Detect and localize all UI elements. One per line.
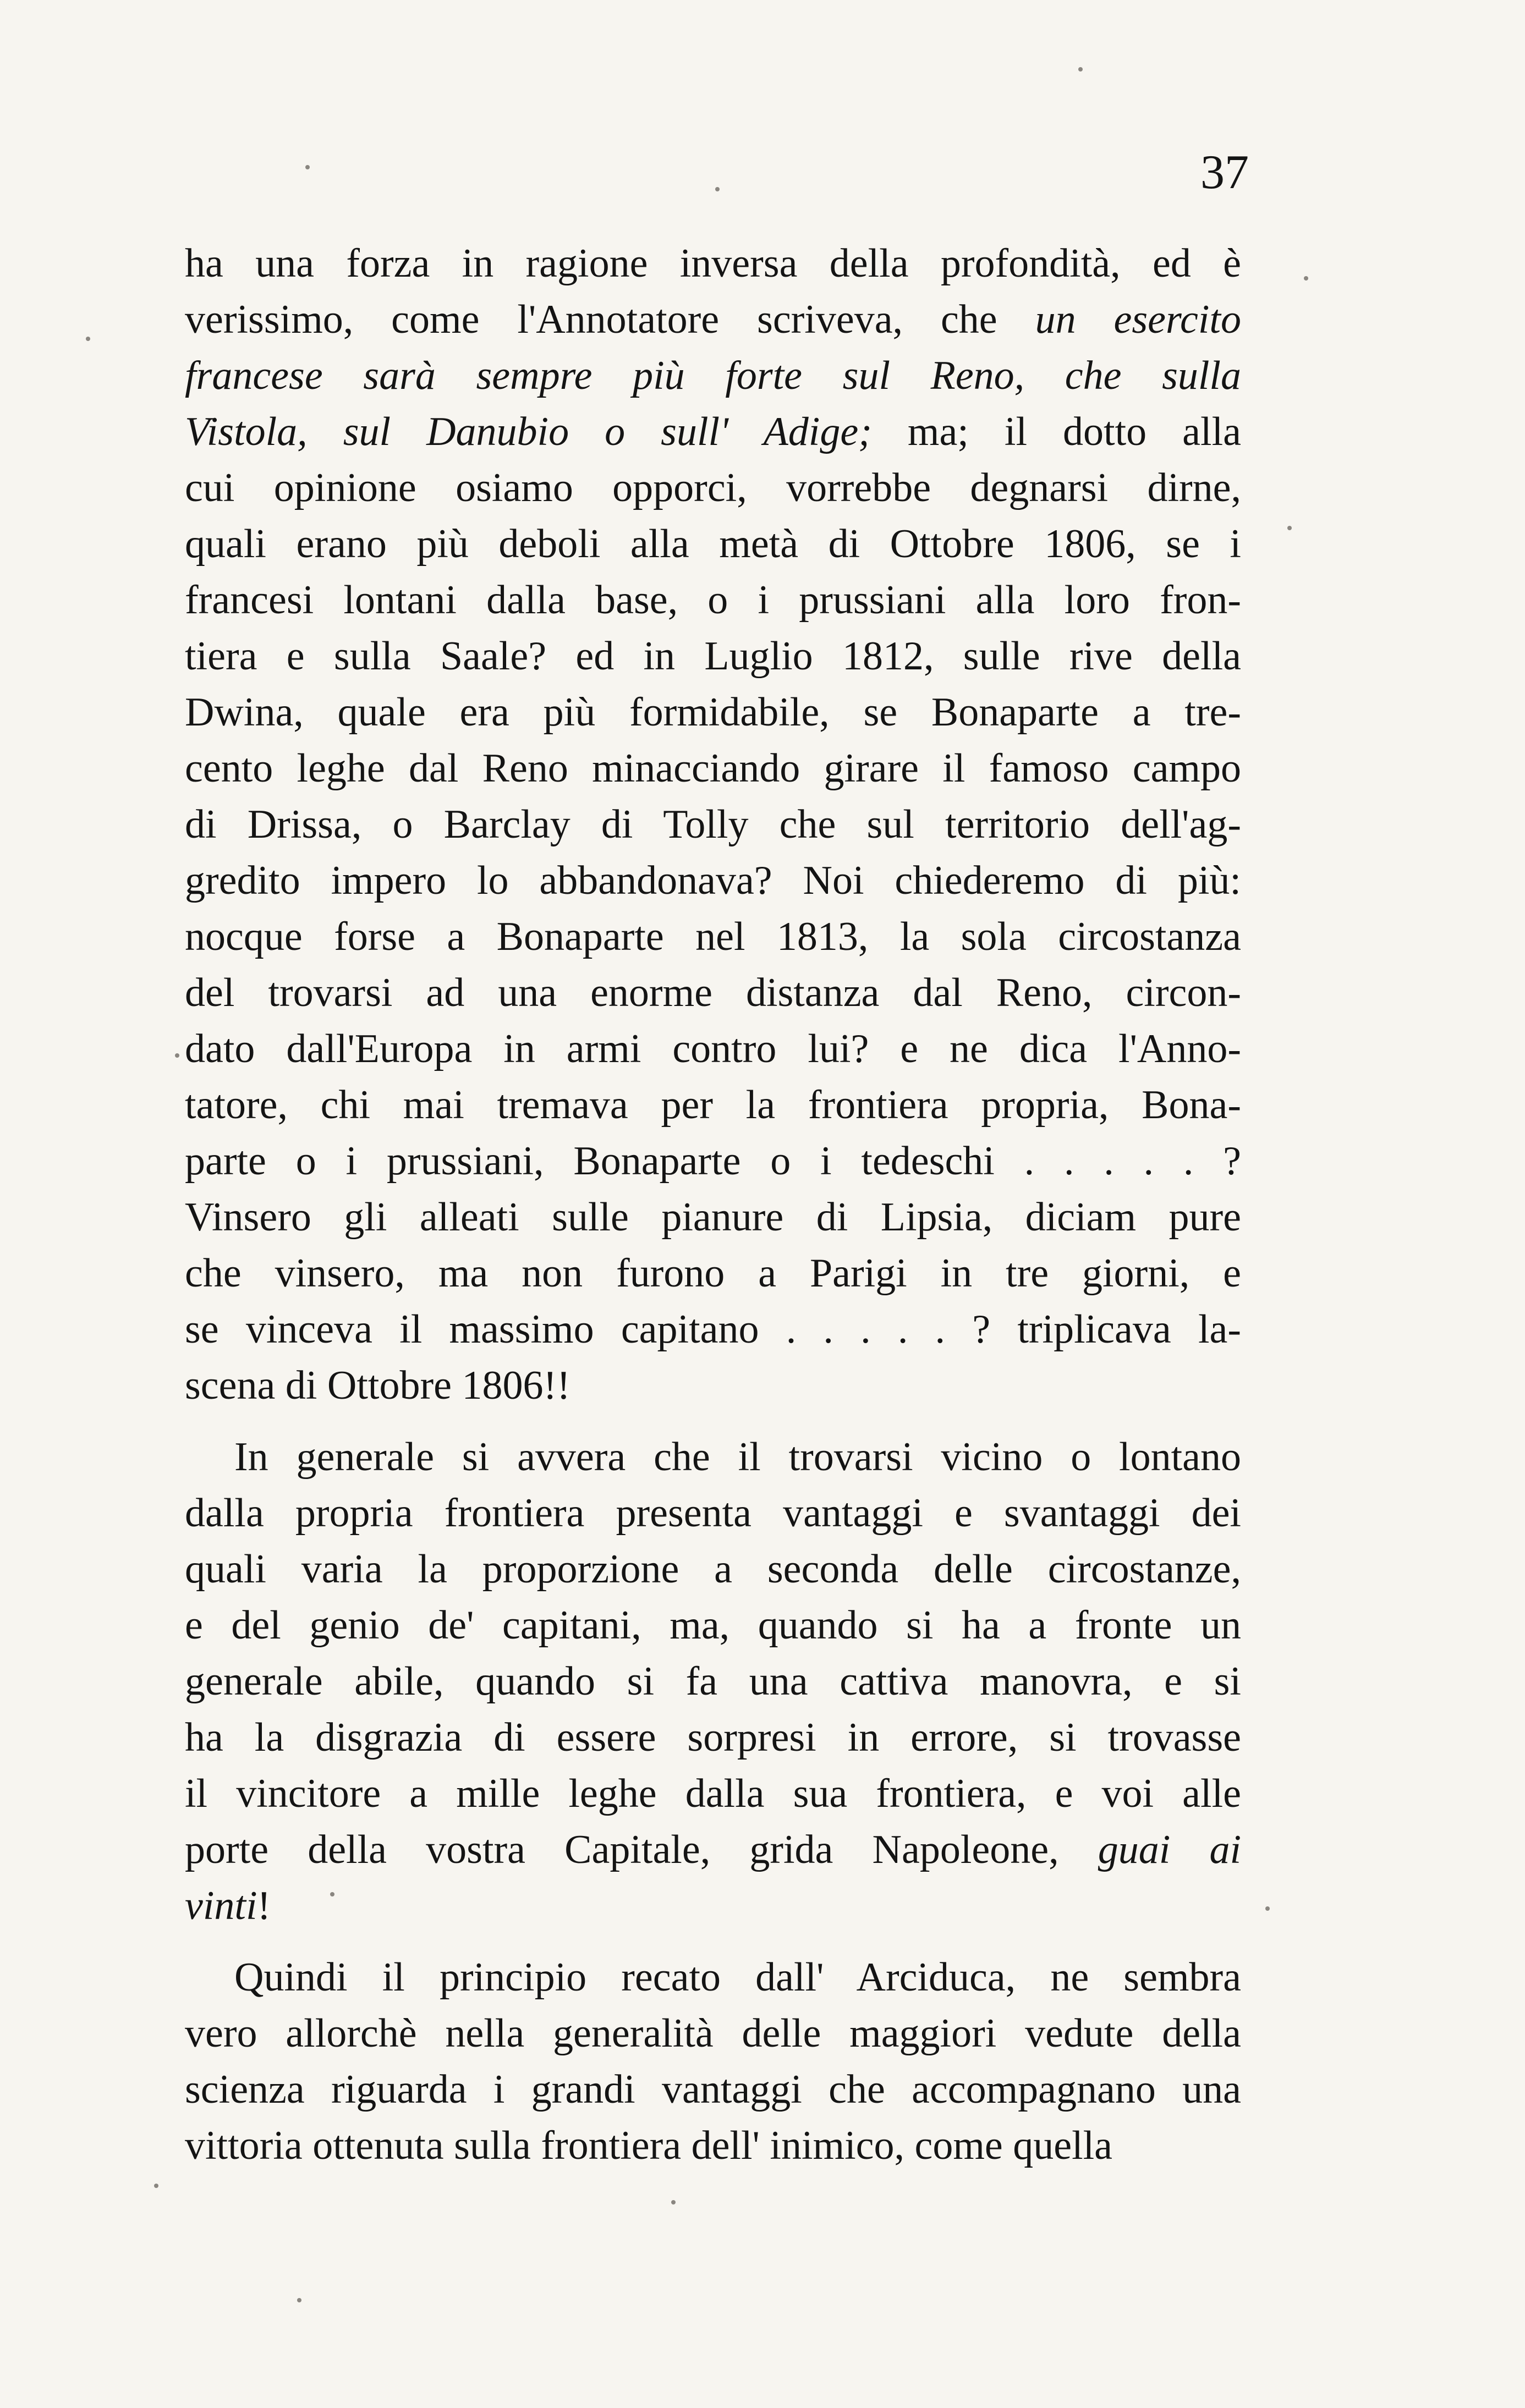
page-number: 37 <box>1200 146 1249 199</box>
text-line <box>185 740 1241 796</box>
text-line <box>185 2005 1241 2061</box>
text-line <box>185 292 1241 348</box>
text-segment: di Drissa, o Barclay di Tolly che sul territorio dell'ag- <box>185 802 1241 847</box>
text-segment: parte o i prussiani, Bonaparte o i tedeschi . . . . . ? <box>185 1139 1241 1184</box>
text-line <box>185 684 1241 740</box>
text-line <box>185 1822 1241 1878</box>
text-line <box>185 796 1241 853</box>
text-line <box>185 1021 1241 1077</box>
paragraph-gap <box>185 1934 1241 1949</box>
text-segment: cui opinione osiamo opporci, vorrebbe degnarsi dirne, <box>185 465 1241 510</box>
paragraph-gap <box>185 1414 1241 1429</box>
text-line <box>185 1597 1241 1653</box>
italic-segment: francese sarà sempre più forte sul Reno, che sulla <box>185 353 1241 398</box>
text-line <box>185 1766 1241 1822</box>
text-segment: In generale si avvera che il trovarsi vicino o lontano <box>234 1434 1241 1480</box>
text-segment: vittoria ottenuta sulla frontiera dell' inimico, come quella <box>185 2123 1113 2168</box>
text-segment: porte della vostra Capitale, grida Napoleone, <box>185 1827 1098 1872</box>
text-segment: scienza riguarda i grandi vantaggi che accompagnano una <box>185 2067 1241 2112</box>
text-line <box>185 1357 1241 1414</box>
text-line <box>185 572 1241 628</box>
italic-segment: un esercito <box>1035 297 1241 342</box>
text-line <box>185 1878 1241 1934</box>
italic-segment: vinti <box>185 1883 257 1928</box>
text-segment: Vinsero gli alleati sulle pianure di Lipsia, diciam pure <box>185 1195 1241 1240</box>
text-segment: Dwina, quale era più formidabile, se Bonaparte a tre- <box>185 690 1241 735</box>
text-line <box>185 348 1241 404</box>
text-line <box>185 1709 1241 1766</box>
body-text <box>185 235 1241 2174</box>
text-segment: dalla propria frontiera presenta vantaggi e svantaggi dei <box>185 1491 1241 1536</box>
text-segment: tiera e sulla Saale? ed in Luglio 1812, sulle rive della <box>185 634 1241 679</box>
text-line <box>185 1949 1241 2005</box>
text-segment: francesi lontani dalla base, o i prussiani alla loro fron- <box>185 578 1241 623</box>
text-line <box>185 460 1241 516</box>
text-segment: ha una forza in ragione inversa della profondità, ed è <box>185 241 1241 286</box>
text-segment: e del genio de' capitani, ma, quando si ha a fronte un <box>185 1603 1241 1648</box>
text-line <box>185 1541 1241 1597</box>
italic-segment: guai ai <box>1098 1827 1241 1872</box>
text-line <box>185 853 1241 909</box>
text-line <box>185 235 1241 292</box>
text-segment: ha la disgrazia di essere sorpresi in errore, si trovasse <box>185 1715 1241 1760</box>
text-segment: quali varia la proporzione a seconda delle circostanze, <box>185 1547 1241 1592</box>
text-segment: ma; il dotto alla <box>871 409 1241 454</box>
text-line <box>185 2118 1241 2174</box>
text-line <box>185 1301 1241 1357</box>
text-line <box>185 909 1241 965</box>
text-line <box>185 2061 1241 2118</box>
text-line <box>185 1485 1241 1541</box>
text-line <box>185 1429 1241 1485</box>
text-segment: se vinceva il massimo capitano . . . . . ? triplicava la- <box>185 1307 1241 1352</box>
text-line <box>185 965 1241 1021</box>
text-line <box>185 1189 1241 1245</box>
text-segment: il vincitore a mille leghe dalla sua frontiera, e voi alle <box>185 1771 1241 1816</box>
text-segment: quali erano più deboli alla metà di Ottobre 1806, se i <box>185 521 1241 567</box>
text-segment: gredito impero lo abbandonava? Noi chiederemo di più: <box>185 858 1241 903</box>
text-segment: nocque forse a Bonaparte nel 1813, la sola circostanza <box>185 914 1241 959</box>
text-segment: del trovarsi ad una enorme distanza dal Reno, circon- <box>185 970 1241 1015</box>
text-segment: dato dall'Europa in armi contro lui? e ne dica l'Anno- <box>185 1026 1241 1071</box>
text-line <box>185 1653 1241 1709</box>
text-segment: generale abile, quando si fa una cattiva manovra, e si <box>185 1659 1241 1704</box>
text-segment: cento leghe dal Reno minacciando girare il famoso campo <box>185 746 1241 791</box>
italic-segment: Vistola, sul Danubio o sull' Adige; <box>185 409 872 454</box>
text-line <box>185 404 1241 460</box>
text-segment: Quindi il principio recato dall' Arciduca, ne sembra <box>234 1955 1241 2000</box>
text-line <box>185 628 1241 684</box>
text-segment: tatore, chi mai tremava per la frontiera propria, Bona- <box>185 1082 1241 1128</box>
text-segment: vero allorchè nella generalità delle maggiori vedute della <box>185 2011 1241 2056</box>
text-line <box>185 516 1241 572</box>
text-segment: verissimo, come l'Annotatore scriveva, che <box>185 297 1035 342</box>
text-line <box>185 1245 1241 1301</box>
text-segment: scena di Ottobre 1806!! <box>185 1363 570 1408</box>
text-line <box>185 1077 1241 1133</box>
text-segment: ! <box>257 1883 271 1928</box>
text-segment: che vinsero, ma non furono a Parigi in tre giorni, e <box>185 1251 1241 1296</box>
text-line <box>185 1133 1241 1189</box>
